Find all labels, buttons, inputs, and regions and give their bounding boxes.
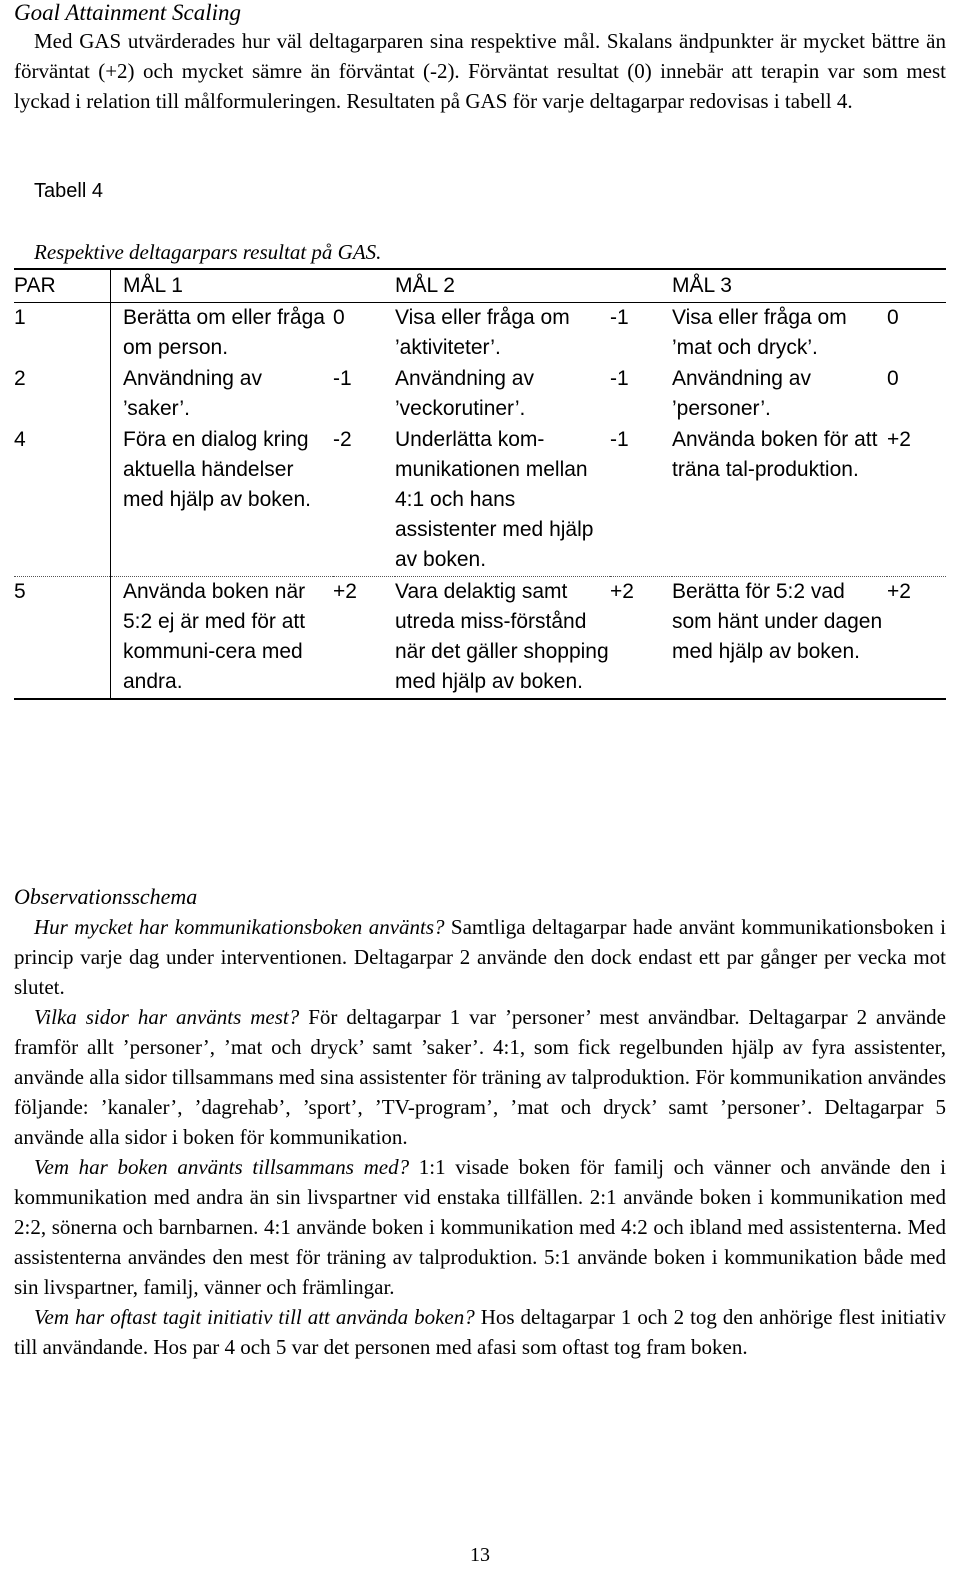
obs-question: Vem har oftast tagit initiativ till att använda boken? (34, 1305, 475, 1329)
cell-score2: +2 (610, 577, 672, 700)
obs-paragraph (14, 1152, 946, 1302)
cell-score3: 0 (887, 367, 899, 390)
cell-goal1: Användning av ’saker’. (111, 364, 334, 425)
header-par: PAR (14, 269, 111, 303)
cell-score2: -1 (610, 425, 672, 577)
table-label: Tabell 4 (34, 180, 103, 202)
table-row (14, 303, 946, 365)
page-number: 13 (470, 1544, 490, 1566)
cell-score3: +2 (887, 577, 946, 700)
cell-goal2: Vara delaktig samt utreda miss-förstånd när det gäller shopping med hjälp av boken. (395, 577, 610, 700)
table-header-row (14, 269, 946, 303)
obs-question: Vem har boken använts tillsammans med? (34, 1155, 410, 1179)
obs-paragraph (14, 1002, 946, 1152)
obs-question: Hur mycket har kommunikationsboken använts? (34, 915, 445, 939)
observation-section (14, 884, 946, 1362)
cell-score2: -1 (610, 367, 629, 390)
cell-goal3: Visa eller fråga om ’mat och dryck’. (672, 306, 847, 359)
gas-heading: Goal Attainment Scaling (14, 0, 242, 25)
cell-par: 2 (14, 367, 26, 390)
cell-score1: -2 (333, 425, 395, 577)
cell-score3: 0 (887, 306, 899, 329)
cell-score1: 0 (333, 306, 345, 329)
obs-heading: Observationsschema (14, 884, 198, 909)
obs-answer: Hos deltagarpar 1 och 2 tog den anhörige flest initiativ till användande. Hos par 4 och 5 var det personen med afasi som oftast tog fram boken. (14, 1305, 946, 1359)
obs-paragraph (14, 912, 946, 1002)
header-goal3: MÅL 3 (672, 269, 946, 303)
cell-score3: +2 (887, 425, 946, 577)
cell-goal3: Användning av ’personer’. (672, 367, 811, 420)
cell-par: 4 (14, 425, 111, 577)
cell-goal3: Berätta för 5:2 vad som hänt under dagen med hjälp av boken. (672, 577, 887, 700)
table-row (14, 425, 946, 577)
cell-par: 5 (14, 577, 111, 700)
header-goal2: MÅL 2 (395, 269, 672, 303)
table-row (14, 577, 946, 700)
cell-goal2: Visa eller fråga om ’aktiviteter’. (395, 306, 570, 359)
cell-score2: -1 (610, 306, 629, 329)
obs-paragraph (14, 1302, 946, 1362)
gas-section (14, 0, 946, 116)
obs-answer: 1:1 visade boken för familj och vänner och använde den i kommunikation med andra än sin livspartner vid enstaka tillfällen. 2:1 använde boken i kommunikation med 2:2, sönerna och barnbarnen. 4:1 använde boken i kommunikation med 4:2 och ibland med assistenterna. Med assistenterna användes den mest för träning av talproduktion. 5:1 använde boken i kommunikation både med sin livspartner, familj, vänner och främlingar. (14, 1155, 946, 1299)
header-goal1: MÅL 1 (111, 269, 396, 303)
gas-results-table (14, 268, 946, 700)
cell-goal3: Använda boken för att träna tal-produktion. (672, 425, 887, 577)
cell-goal2: Underlätta kom-munikationen mellan 4:1 och hans assistenter med hjälp av boken. (395, 425, 610, 577)
cell-par: 1 (14, 306, 26, 329)
cell-score1: +2 (333, 577, 395, 700)
obs-answer: Samtliga deltagarpar hade använt kommunikationsboken i princip varje dag under interventionen. Deltagarpar 2 använde den dock endast ett par gånger per vecka mot slutet. (14, 915, 946, 999)
cell-goal1: Berätta om eller fråga om person. (111, 303, 334, 365)
table-row (14, 364, 946, 425)
cell-goal2: Användning av ’veckorutiner’. (395, 367, 534, 420)
gas-paragraph: Med GAS utvärderades hur väl deltagarparen sina respektive mål. Skalans ändpunkter är mycket bättre än förväntat (+2) och mycket sämre än förväntat (-2). Förväntat resultat (0) innebär att terapin var som mest lyckad i relation till målformuleringen. Resultaten på GAS för varje deltagarpar redovisas i tabell 4. (14, 29, 946, 113)
obs-answer: För deltagarpar 1 var ’personer’ mest användbar. Deltagarpar 2 använde framför allt ’personer’, ’mat och dryck’ samt ’saker’. 4:1, som fick regelbunden hjälp av fyra assistenter, använde alla sidor tillsammans med sina assistenter för träning av talproduktion. För kommunikation användes följande: ’kanaler’, ’dagrehab’, ’sport’, ’TV-program’, ’mat och dryck’ samt ’personer’. Deltagarpar 5 använde alla sidor i boken för kommunikation. (14, 1005, 946, 1149)
cell-score1: -1 (333, 367, 352, 390)
table-caption: Respektive deltagarpars resultat på GAS. (34, 240, 382, 264)
cell-goal1: Föra en dialog kring aktuella händelser med hjälp av boken. (111, 425, 334, 577)
cell-goal1: Använda boken när 5:2 ej är med för att kommuni-cera med andra. (111, 577, 334, 700)
obs-question: Vilka sidor har använts mest? (34, 1005, 300, 1029)
